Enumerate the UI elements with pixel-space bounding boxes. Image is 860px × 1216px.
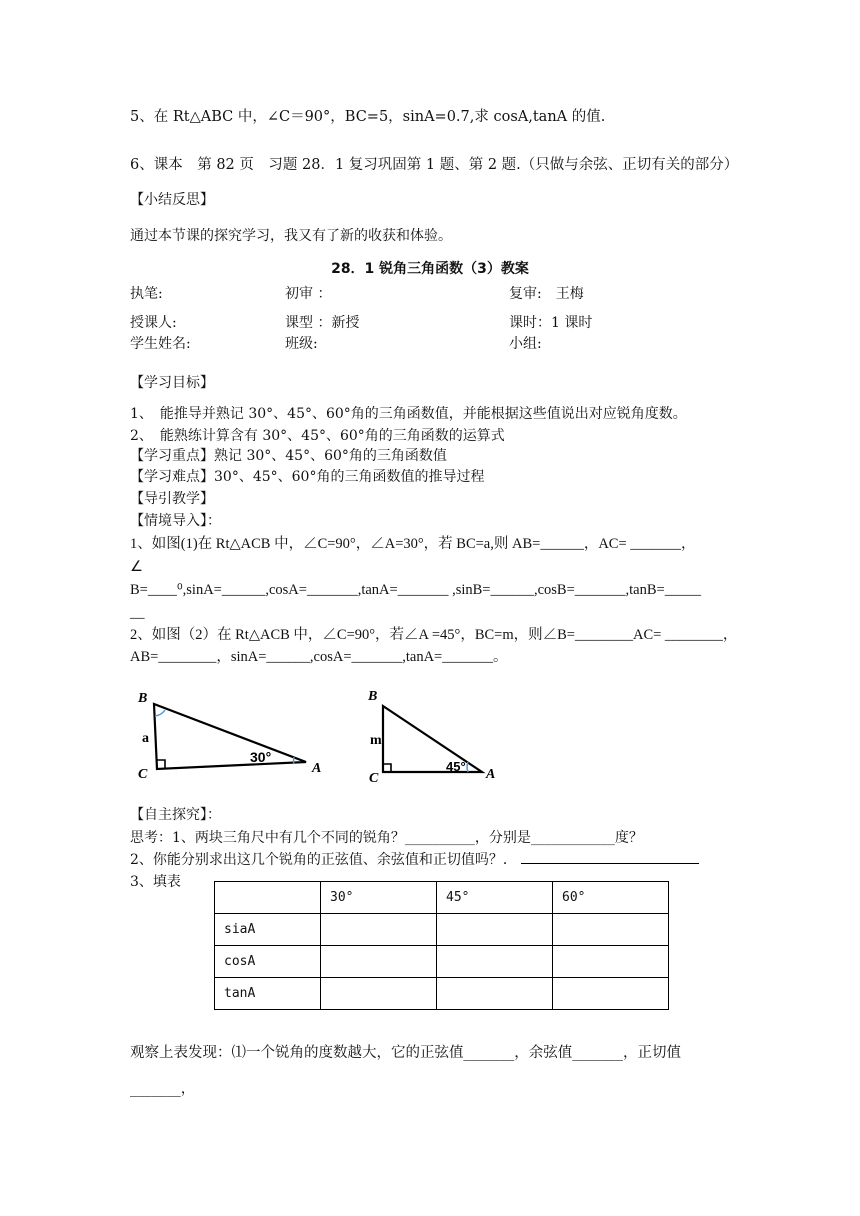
table-row bbox=[215, 978, 669, 1010]
intro-1-line-1: 1、如图(1)在 Rt△ACB 中，∠C=90°，∠A=30°，若 BC=a,则 AB=______，AC= _______， bbox=[130, 536, 696, 552]
goal-2: 2、 能熟练计算含有 30°、45°、60°角的三角函数的运算式 bbox=[130, 428, 505, 444]
table-row-label: cosA bbox=[215, 946, 321, 978]
table-header-cell bbox=[215, 882, 321, 914]
fig2-side-label: m bbox=[370, 733, 382, 748]
fig2-vertex-a: A bbox=[486, 767, 496, 782]
table-header-cell: 60° bbox=[553, 882, 669, 914]
table-cell[interactable] bbox=[553, 914, 669, 946]
table-row bbox=[215, 946, 669, 978]
table-cell[interactable] bbox=[553, 946, 669, 978]
table-cell[interactable] bbox=[321, 946, 437, 978]
class-label: 班级: bbox=[285, 336, 318, 352]
guide-header: 【导引教学】 bbox=[130, 491, 214, 507]
think-2 bbox=[130, 851, 699, 869]
think-2-answer-blank[interactable] bbox=[521, 851, 699, 864]
intro-header: 【情境导入】： bbox=[130, 513, 221, 529]
difficulty: 【学习难点】30°、45°、60°角的三角函数值的推导过程 bbox=[130, 469, 485, 485]
table-header-cell: 30° bbox=[321, 882, 437, 914]
explore-header: 【自主探究】： bbox=[130, 807, 221, 823]
intro-2-line-2: AB=________，sinA=______,cosA=_______,tanA=_______。 bbox=[130, 649, 508, 665]
intro-1-line-2: ∠ bbox=[130, 559, 143, 575]
table-cell[interactable] bbox=[321, 914, 437, 946]
fig1-angle-label: 30° bbox=[250, 749, 272, 765]
table-row-label: tanA bbox=[215, 978, 321, 1010]
think-1: 思考：1、两块三角尺中有几个不同的锐角？__________，分别是____________度？ bbox=[130, 830, 643, 846]
lesson-title: 28．1 锐角三角函数（3）教案 bbox=[331, 261, 529, 277]
goal-1: 1、 能推导并熟记 30°、45°、60°角的三角函数值，并能根据这些值说出对应锐角度数。 bbox=[130, 406, 687, 422]
table-cell[interactable] bbox=[437, 978, 553, 1010]
observe-line-1: 观察上表发现：⑴一个锐角的度数越大，它的正弦值_______，余弦值_______，正切值 bbox=[130, 1045, 681, 1061]
first-review-label: 初审 ： bbox=[285, 286, 332, 302]
summary-header: 【小结反思】 bbox=[130, 192, 214, 208]
intro-1-line-3: B=____⁰,sinA=______,cosA=_______,tanA=_______ ,sinB=______,cosB=_______,tanB=_____ bbox=[130, 582, 701, 598]
group-label: 小组: bbox=[509, 336, 542, 352]
lesson-type-label: 课型 ：新授 bbox=[285, 315, 360, 331]
table-row bbox=[215, 914, 669, 946]
summary-text: 通过本节课的探究学习，我又有了新的收获和体验。 bbox=[130, 228, 452, 244]
think-3: 3、填表 bbox=[130, 874, 181, 890]
think-2-text: 2、你能分别求出这几个锐角的正弦值、余弦值和正切值吗？． bbox=[130, 852, 517, 868]
table-cell[interactable] bbox=[321, 978, 437, 1010]
observe-line-2: _______， bbox=[130, 1081, 196, 1097]
table-row-label: siaA bbox=[215, 914, 321, 946]
fig1-side-label: a bbox=[142, 731, 149, 746]
intro-2-line-1: 2、如图（2）在 Rt△ACB 中，∠C=90°，若∠A =45°，BC=m，则∠B=________AC= ________， bbox=[130, 627, 738, 643]
fig1-vertex-a: A bbox=[312, 761, 322, 776]
table-cell[interactable] bbox=[437, 914, 553, 946]
question-5: 5、在 Rt△ABC 中，∠C＝90°，BC=5，sinA=0.7,求 cosA,tanA 的值. bbox=[130, 109, 606, 125]
fig2-vertex-b: B bbox=[368, 689, 378, 704]
table-header-row bbox=[215, 882, 669, 914]
triangle-figure-2 bbox=[360, 686, 510, 786]
writer-label: 执笔: bbox=[130, 286, 163, 302]
hours-label: 课时：1 课时 bbox=[509, 315, 593, 331]
key-point: 【学习重点】熟记 30°、45°、60°角的三角函数值 bbox=[130, 448, 447, 464]
goals-header: 【学习目标】 bbox=[130, 375, 214, 391]
fig1-vertex-c: C bbox=[138, 767, 148, 782]
fig1-vertex-b: B bbox=[138, 691, 148, 706]
teacher-label: 授课人: bbox=[130, 315, 177, 331]
intro-1-line-4: __ bbox=[130, 605, 145, 621]
student-label: 学生姓名: bbox=[130, 336, 191, 352]
table-cell[interactable] bbox=[437, 946, 553, 978]
second-review-label: 复审: 王梅 bbox=[509, 286, 584, 302]
table-cell[interactable] bbox=[553, 978, 669, 1010]
table-header-cell: 45° bbox=[437, 882, 553, 914]
question-6: 6、课本 第 82 页 习题 28．1 复习巩固第 1 题、第 2 题.（只做与余弦、正切有关的部分） bbox=[130, 157, 739, 173]
fig2-vertex-c: C bbox=[369, 771, 379, 786]
trig-values-table bbox=[214, 881, 669, 1010]
triangle-figure-1 bbox=[128, 686, 338, 786]
fig2-angle-label: 45° bbox=[446, 759, 466, 774]
